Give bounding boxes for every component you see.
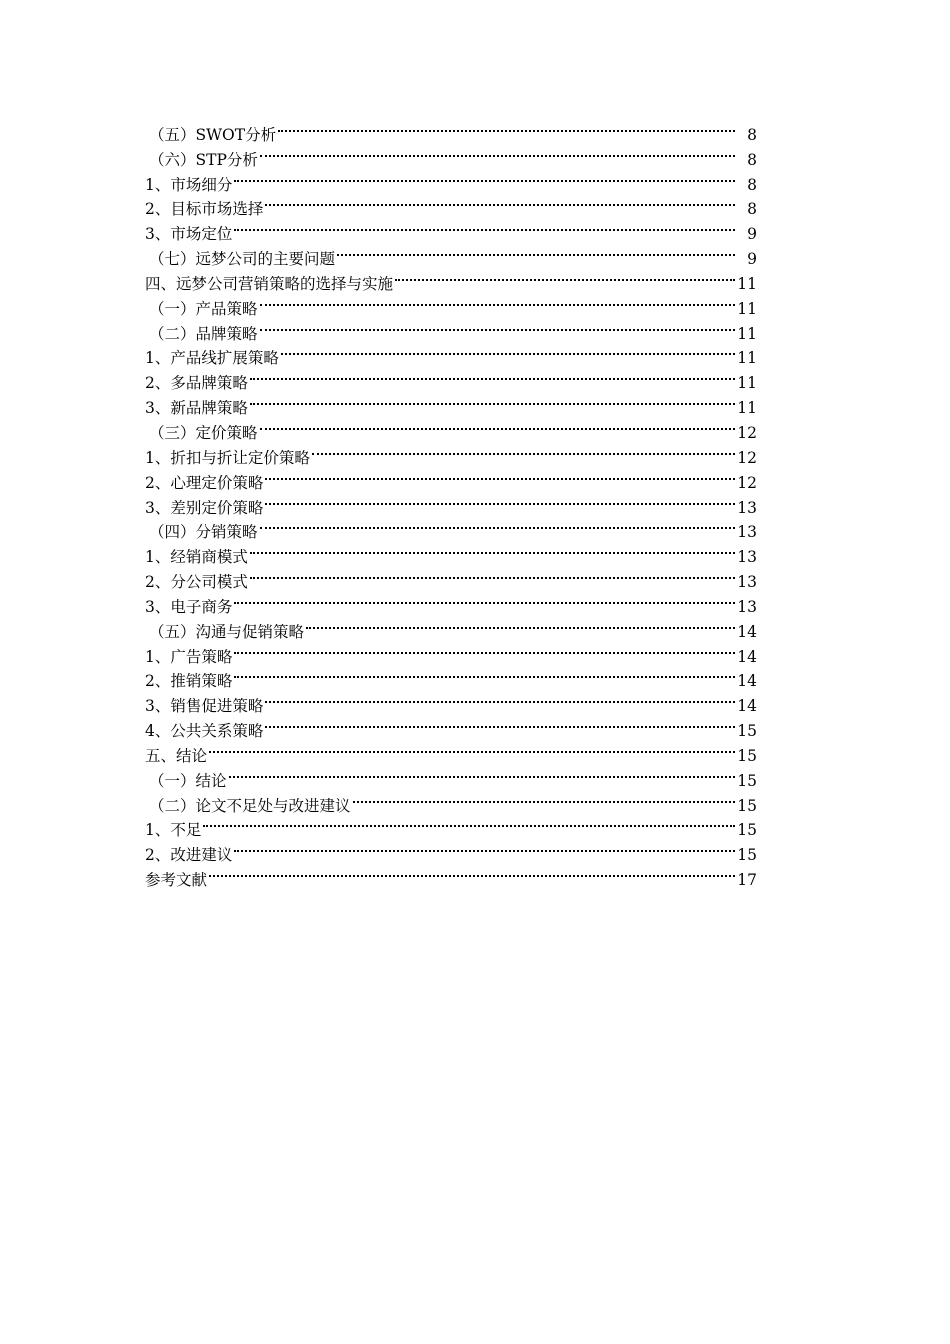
toc-dot-leader: [337, 239, 735, 264]
toc-entry-page-number: 8: [747, 175, 757, 194]
toc-entry-label: 1、不足: [145, 821, 202, 840]
toc-entry-page-number: 14: [737, 697, 757, 716]
toc-entry-page-number: 15: [737, 771, 757, 790]
toc-entry-label: （七）远梦公司的主要问题: [149, 250, 336, 269]
table-of-contents: [145, 115, 757, 890]
toc-entry-label: 1、经销商模式: [145, 548, 248, 567]
toc-entry-label: 3、市场定位: [145, 225, 233, 244]
toc-dot-leader: [306, 612, 735, 637]
toc-entry-label: （六）STP分析: [149, 150, 258, 169]
toc-dot-leader: [265, 190, 735, 215]
toc-entry-label: 1、折扣与折让定价策略: [145, 448, 310, 467]
toc-dot-leader: [209, 736, 735, 761]
toc-entry-label: （三）定价策略: [149, 423, 258, 442]
toc-dot-leader: [260, 314, 735, 339]
toc-dot-leader: [312, 438, 735, 463]
toc-dot-leader: [353, 786, 735, 811]
toc-entry-page-number: 8: [747, 200, 757, 219]
toc-entry-label: （四）分销策略: [149, 523, 258, 542]
toc-entry-page-number: 13: [737, 597, 757, 616]
toc-entry[interactable]: [145, 165, 757, 194]
toc-dot-leader: [260, 289, 735, 314]
toc-entry-page-number: 15: [737, 796, 757, 815]
toc-entry-page-number: 14: [737, 622, 757, 641]
toc-dot-leader: [265, 488, 735, 513]
toc-entry-page-number: 12: [737, 473, 757, 492]
toc-entry-page-number: 14: [737, 672, 757, 691]
toc-dot-leader: [234, 637, 735, 662]
toc-entry[interactable]: [145, 190, 757, 219]
toc-entry-page-number: 17: [737, 871, 757, 890]
toc-entry-label: 2、改进建议: [145, 846, 233, 865]
toc-entry-label: 五、结论: [145, 746, 208, 765]
toc-entry-page-number: 13: [737, 523, 757, 542]
toc-entry-label: （五）沟通与促销策略: [149, 622, 305, 641]
toc-entry-label: （一）产品策略: [149, 299, 258, 318]
toc-dot-leader: [278, 115, 735, 140]
toc-entry-label: 四、远梦公司营销策略的选择与实施: [145, 274, 394, 293]
toc-entry[interactable]: [145, 811, 757, 840]
toc-entry-label: 2、分公司模式: [145, 573, 248, 592]
toc-dot-leader: [234, 587, 735, 612]
toc-entry-label: 4、公共关系策略: [145, 722, 264, 741]
toc-dot-leader: [250, 562, 735, 587]
toc-entry-label: 1、产品线扩展策略: [145, 349, 279, 368]
toc-entry-page-number: 11: [737, 274, 757, 293]
toc-entry-label: 2、推销策略: [145, 672, 233, 691]
toc-dot-leader: [265, 686, 735, 711]
toc-entry[interactable]: [145, 612, 757, 641]
toc-entry-label: 2、心理定价策略: [145, 473, 264, 492]
toc-entry[interactable]: [145, 686, 757, 716]
toc-entry-page-number: 12: [737, 448, 757, 467]
toc-entry[interactable]: [145, 835, 757, 865]
toc-entry-page-number: 13: [737, 498, 757, 517]
toc-entry[interactable]: [145, 637, 757, 666]
toc-dot-leader: [209, 860, 735, 885]
toc-entry[interactable]: [145, 736, 757, 765]
toc-dot-leader: [234, 165, 735, 190]
toc-dot-leader: [250, 388, 735, 413]
toc-entry[interactable]: [145, 587, 757, 616]
toc-entry-label: （五）SWOT分析: [149, 125, 277, 144]
toc-entry[interactable]: [145, 860, 757, 890]
toc-entry-page-number: 11: [737, 374, 757, 393]
toc-entry-page-number: 15: [737, 746, 757, 765]
toc-dot-leader: [229, 761, 735, 786]
toc-entry[interactable]: [145, 662, 757, 691]
toc-entry-label: 3、电子商务: [145, 597, 233, 616]
toc-entry-page-number: 15: [737, 846, 757, 865]
toc-entry[interactable]: [145, 786, 757, 815]
toc-dot-leader: [260, 513, 735, 538]
toc-entry-page-number: 11: [737, 349, 757, 368]
toc-entry[interactable]: [145, 761, 757, 790]
toc-dot-leader: [265, 463, 735, 488]
toc-entry-label: 3、销售促进策略: [145, 697, 264, 716]
toc-dot-leader: [234, 835, 735, 860]
toc-entry-page-number: 11: [737, 399, 757, 418]
toc-dot-leader: [265, 711, 735, 736]
toc-entry-label: 1、市场细分: [145, 175, 233, 194]
toc-dot-leader: [234, 662, 735, 687]
toc-entry-page-number: 15: [737, 722, 757, 741]
toc-dot-leader: [250, 363, 735, 388]
toc-entry-page-number: 13: [737, 573, 757, 592]
toc-dot-leader: [260, 413, 735, 438]
toc-entry-label: （一）结论: [149, 771, 227, 790]
toc-dot-leader: [234, 214, 735, 239]
toc-entry-page-number: 8: [747, 125, 757, 144]
toc-entry-label: （二）论文不足处与改进建议: [149, 796, 351, 815]
toc-dot-leader: [395, 264, 735, 289]
toc-entry-label: 参考文献: [145, 871, 208, 890]
toc-entry[interactable]: [145, 239, 757, 269]
toc-entry-page-number: 14: [737, 647, 757, 666]
toc-dot-leader: [281, 339, 735, 364]
toc-entry-page-number: 13: [737, 548, 757, 567]
toc-entry-page-number: 9: [747, 225, 757, 244]
toc-entry-label: 1、广告策略: [145, 647, 233, 666]
toc-entry-page-number: 9: [747, 250, 757, 269]
toc-entry-page-number: 11: [737, 324, 757, 343]
toc-dot-leader: [250, 537, 735, 562]
toc-entry-label: （二）品牌策略: [149, 324, 258, 343]
toc-entry-page-number: 15: [737, 821, 757, 840]
toc-dot-leader: [260, 140, 735, 165]
toc-entry[interactable]: [145, 115, 757, 144]
toc-entry-page-number: 8: [747, 150, 757, 169]
toc-entry-page-number: 11: [737, 299, 757, 318]
toc-entry-page-number: 12: [737, 423, 757, 442]
toc-entry-label: 3、差别定价策略: [145, 498, 264, 517]
toc-entry-label: 3、新品牌策略: [145, 399, 248, 418]
toc-entry[interactable]: [145, 214, 757, 244]
toc-dot-leader: [203, 811, 735, 836]
toc-entry-label: 2、多品牌策略: [145, 374, 248, 393]
toc-entry-label: 2、目标市场选择: [145, 200, 264, 219]
